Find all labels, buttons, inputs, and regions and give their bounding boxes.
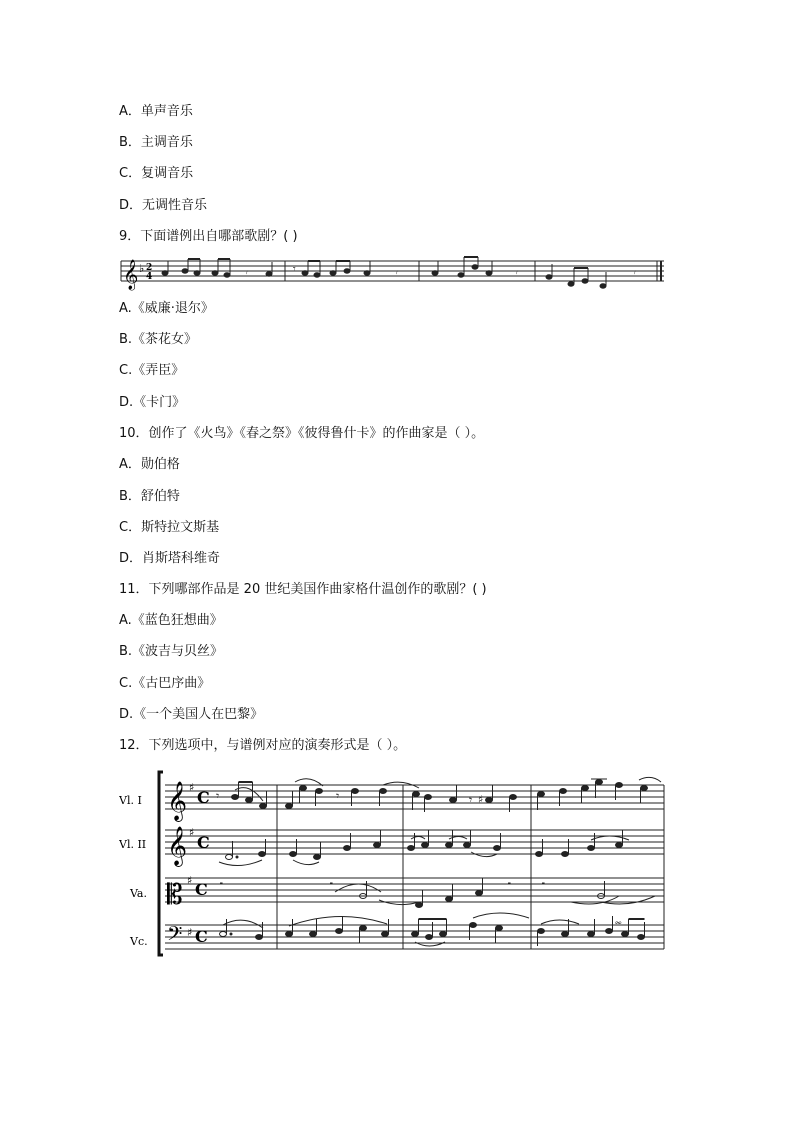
svg-text:𝄾: 𝄾 bbox=[336, 789, 340, 803]
alto-clef-icon: 𝄡 bbox=[167, 878, 183, 911]
sharp-icon: ♯ bbox=[187, 926, 193, 939]
part-label-cello: Vc. bbox=[130, 935, 148, 948]
treble-clef-icon: 𝄞 bbox=[167, 826, 188, 866]
q9-option-c: C.《弄臣》 bbox=[119, 363, 185, 378]
svg-text:C: C bbox=[197, 788, 210, 807]
turn-icon: 𝆗 bbox=[615, 914, 622, 928]
part-label-viola: Va. bbox=[130, 887, 147, 900]
svg-text:𝄾: 𝄾 bbox=[469, 793, 473, 807]
svg-text:C: C bbox=[195, 927, 208, 946]
q9-option-d: D.《卡门》 bbox=[119, 395, 186, 410]
q9-stem: 9．下面谱例出自哪部歌剧？( ) bbox=[119, 229, 298, 244]
svg-text:♯: ♯ bbox=[478, 793, 484, 806]
q8-option-a: A．单声音乐 bbox=[119, 104, 193, 119]
svg-text:𝄾: 𝄾 bbox=[633, 266, 636, 279]
svg-text:𝄼: 𝄼 bbox=[507, 877, 512, 891]
q8-option-d: D．无调性音乐 bbox=[119, 198, 208, 213]
q12-string-quartet-score bbox=[119, 768, 679, 960]
q10-option-d: D．肖斯塔科维奇 bbox=[119, 551, 221, 566]
q11-option-c: C.《古巴序曲》 bbox=[119, 676, 211, 691]
q10-option-c: C．斯特拉文斯基 bbox=[119, 520, 220, 535]
q10-option-b: B．舒伯特 bbox=[119, 489, 180, 504]
part-label-violin-1: Vl. I bbox=[119, 794, 142, 807]
bass-clef-icon: 𝄢 bbox=[167, 922, 183, 950]
svg-text:𝄾: 𝄾 bbox=[216, 789, 220, 803]
svg-text:𝄼: 𝄼 bbox=[219, 877, 224, 891]
svg-text:𝄾: 𝄾 bbox=[293, 264, 296, 275]
sharp-icon: ♯ bbox=[189, 826, 195, 839]
sharp-icon: ♯ bbox=[189, 781, 195, 794]
q11-option-b: B.《波吉与贝丝》 bbox=[119, 644, 224, 659]
q11-option-d: D.《一个美国人在巴黎》 bbox=[119, 707, 264, 722]
q9-score bbox=[119, 252, 669, 292]
svg-text:C: C bbox=[197, 833, 210, 852]
q8-option-c: C．复调音乐 bbox=[119, 166, 194, 181]
treble-clef-icon: 𝄞 bbox=[167, 781, 188, 821]
svg-text:4: 4 bbox=[146, 272, 153, 282]
q10-option-a: A．勋伯格 bbox=[119, 457, 180, 472]
q10-stem: 10．创作了《火鸟》《春之祭》《彼得鲁什卡》的作曲家是（ ）。 bbox=[119, 426, 485, 441]
svg-text:𝄾: 𝄾 bbox=[395, 266, 398, 279]
svg-text:𝄼: 𝄼 bbox=[541, 877, 546, 891]
svg-text:𝄼: 𝄼 bbox=[329, 877, 334, 891]
svg-text:𝄾: 𝄾 bbox=[245, 266, 248, 279]
q9-option-b: B.《茶花女》 bbox=[119, 332, 198, 347]
q11-stem: 11．下列哪部作品是 20 世纪美国作曲家格什温创作的歌剧？( ) bbox=[119, 582, 487, 597]
svg-text:𝄾: 𝄾 bbox=[515, 266, 518, 279]
q8-option-b: B．主调音乐 bbox=[119, 135, 193, 150]
q9-option-a: A.《威廉·退尔》 bbox=[119, 301, 214, 316]
svg-text:2: 2 bbox=[146, 263, 153, 273]
sharp-icon: ♯ bbox=[187, 874, 193, 887]
flat-icon: ♭ bbox=[139, 262, 145, 275]
part-label-violin-2: Vl. II bbox=[119, 838, 147, 851]
q11-option-a: A.《蓝色狂想曲》 bbox=[119, 613, 223, 628]
svg-text:C: C bbox=[195, 880, 208, 899]
treble-clef-icon: 𝄞 bbox=[123, 260, 139, 290]
q12-stem: 12．下列选项中，与谱例对应的演奏形式是（ ）。 bbox=[119, 738, 407, 753]
